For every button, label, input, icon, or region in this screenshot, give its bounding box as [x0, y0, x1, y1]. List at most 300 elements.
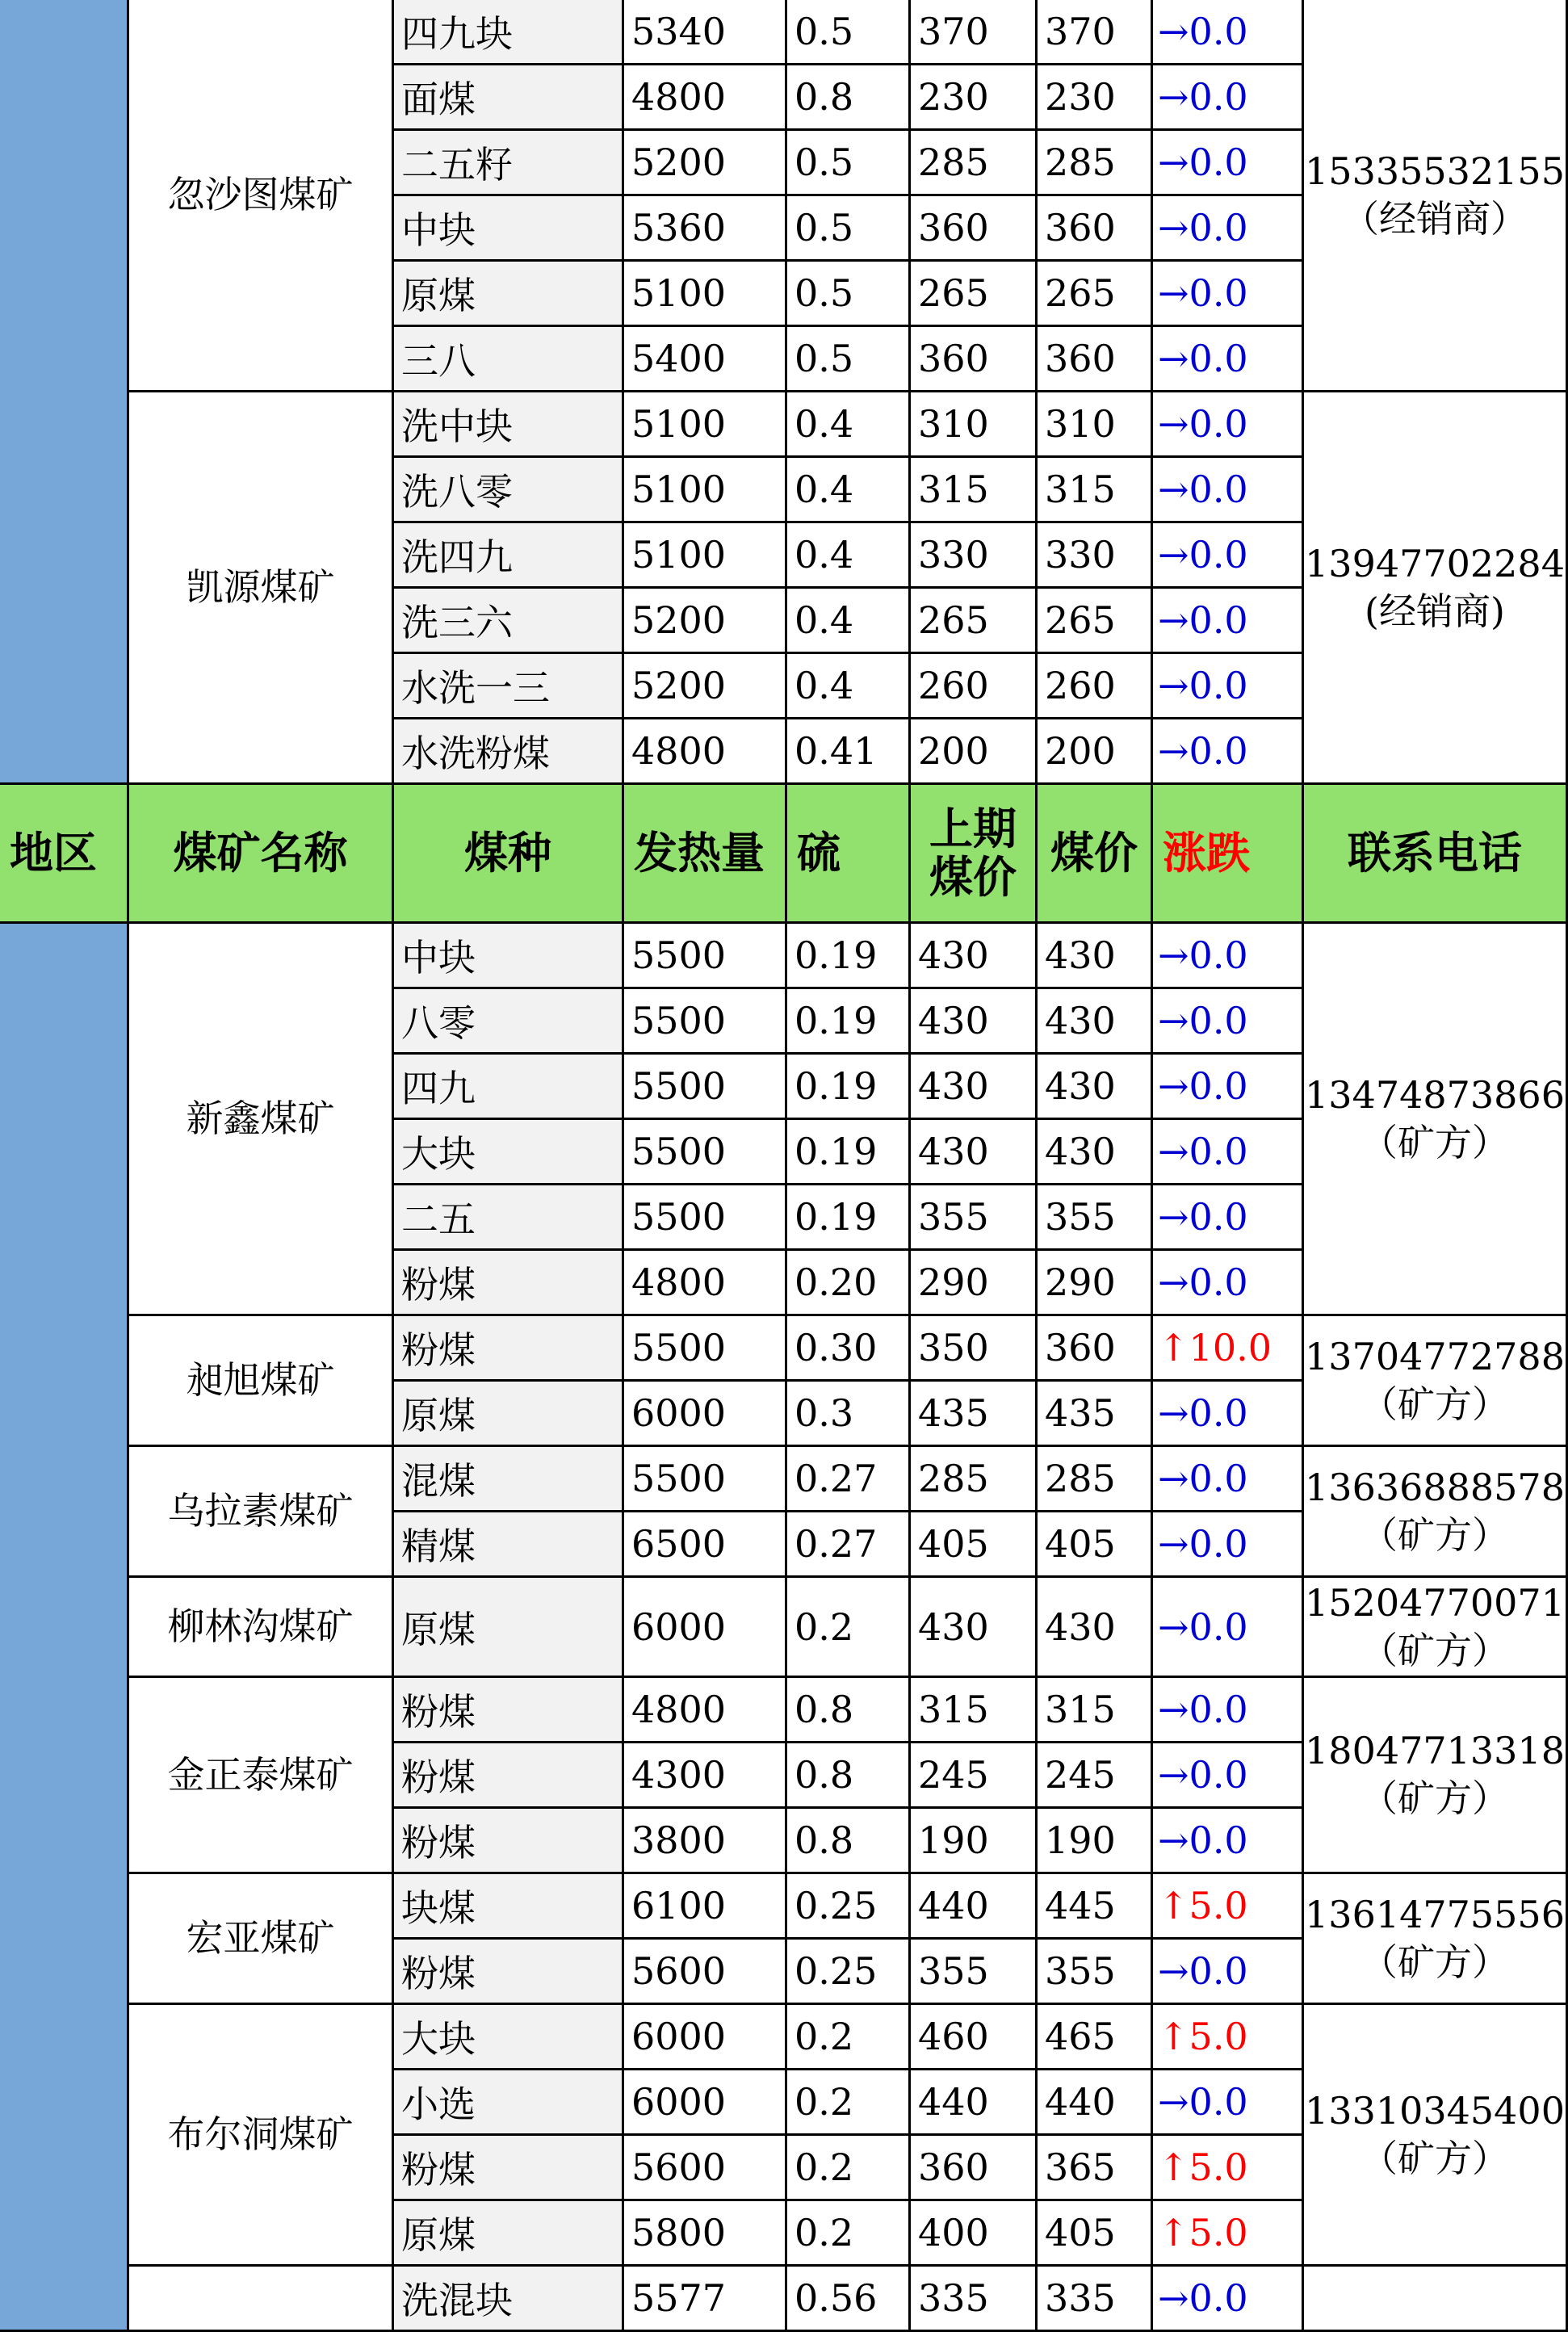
mine-name-cell-text: 柳林沟煤矿 — [167, 1604, 354, 1649]
right-arrow-icon: → — [1158, 1522, 1189, 1566]
phone-cell[interactable] — [1304, 1316, 1568, 1447]
coal-type-cell-text: 原煤 — [401, 274, 476, 317]
right-arrow-icon: → — [1158, 1688, 1189, 1731]
phone-number[interactable]: 13614775556 — [1305, 1892, 1565, 1936]
phone-cell[interactable] — [1304, 0, 1568, 392]
sulfur-cell — [787, 458, 911, 523]
coal-type-cell-text: 大块 — [401, 1132, 476, 1176]
right-arrow-icon: → — [1158, 402, 1189, 446]
coal-type-cell — [394, 1185, 624, 1251]
price-cell-text: 435 — [1045, 1391, 1116, 1435]
price-cell-text: 360 — [1045, 337, 1116, 380]
coal-type-cell — [394, 654, 624, 719]
right-arrow-icon: → — [1158, 1391, 1189, 1435]
price-cell-text: 405 — [1045, 1522, 1116, 1566]
calorific-cell — [624, 2070, 787, 2136]
prev-price-cell-text: 350 — [918, 1326, 989, 1369]
prev-price-cell-text: 355 — [918, 1195, 989, 1239]
change-value: 0.0 — [1189, 1753, 1248, 1797]
header-mine-name — [129, 785, 394, 924]
price-cell — [1038, 196, 1153, 262]
prev-price-cell — [911, 327, 1038, 392]
prev-price-cell-text: 310 — [918, 402, 989, 446]
coal-type-cell — [394, 1120, 624, 1185]
sulfur-cell-text: 0.2 — [794, 2145, 854, 2189]
price-cell — [1038, 1678, 1153, 1743]
right-arrow-icon: → — [1158, 1753, 1189, 1797]
change-cell — [1153, 523, 1304, 589]
price-cell — [1038, 1316, 1153, 1382]
sulfur-cell-text: 0.4 — [794, 533, 854, 577]
sulfur-cell-text: 0.4 — [794, 598, 854, 642]
calorific-cell-text: 4800 — [631, 729, 727, 773]
mine-name-cell-text: 忽沙图煤矿 — [167, 173, 354, 217]
header-phone-text: 联系电话 — [1348, 827, 1522, 879]
coal-type-cell-text: 水洗一三 — [401, 666, 550, 710]
change-cell — [1153, 654, 1304, 719]
sulfur-cell-text: 0.2 — [794, 2211, 854, 2254]
price-cell — [1038, 65, 1153, 131]
price-cell-text: 315 — [1045, 468, 1116, 511]
calorific-cell-text: 5500 — [631, 1064, 727, 1108]
coal-type-cell-text: 大块 — [401, 2017, 476, 2061]
change-cell — [1153, 2267, 1304, 2332]
phone-number[interactable]: 13704772788 — [1305, 1334, 1565, 1378]
change-cell — [1153, 1251, 1304, 1316]
calorific-cell — [624, 989, 787, 1055]
region-cell — [0, 0, 129, 785]
header-change — [1153, 785, 1304, 924]
coal-type-cell — [394, 2267, 624, 2332]
change-cell — [1153, 2070, 1304, 2136]
change-value: 0.0 — [1189, 2080, 1248, 2124]
calorific-cell-text: 5500 — [631, 933, 727, 977]
prev-price-cell — [911, 1120, 1038, 1185]
coal-type-cell-text: 面煤 — [401, 78, 476, 121]
header-sulfur-text: 硫 — [797, 827, 841, 879]
price-cell — [1038, 1447, 1153, 1512]
coal-type-cell-text: 原煤 — [401, 2213, 476, 2257]
mine-name-cell — [129, 2267, 394, 2332]
right-arrow-icon: → — [1158, 206, 1189, 250]
change-value: 0.0 — [1189, 598, 1248, 642]
price-cell-text: 430 — [1045, 1130, 1116, 1173]
change-cell — [1153, 1382, 1304, 1447]
phone-cell[interactable] — [1304, 2005, 1568, 2267]
prev-price-cell-text: 440 — [918, 2080, 989, 2124]
up-arrow-icon: ↑ — [1158, 2015, 1189, 2058]
sulfur-cell-text: 0.4 — [794, 402, 854, 446]
sulfur-cell — [787, 1382, 911, 1447]
right-arrow-icon: → — [1158, 10, 1189, 53]
phone-number[interactable]: 18047713318 — [1305, 1729, 1565, 1773]
price-cell — [1038, 1874, 1153, 1940]
calorific-cell-text: 6000 — [631, 2015, 727, 2058]
calorific-cell — [624, 1055, 787, 1120]
calorific-cell-text: 5200 — [631, 664, 727, 707]
prev-price-cell-text: 190 — [918, 1818, 989, 1862]
prev-price-cell-text: 400 — [918, 2211, 989, 2254]
mine-name-cell-text: 新鑫煤矿 — [186, 1097, 335, 1141]
calorific-cell-text: 5600 — [631, 2145, 727, 2189]
calorific-cell-text: 5100 — [631, 468, 727, 511]
right-arrow-icon: → — [1158, 1195, 1189, 1239]
change-cell — [1153, 458, 1304, 523]
sulfur-cell — [787, 2070, 911, 2136]
mine-name-cell — [129, 1874, 394, 2005]
mine-name-cell — [129, 0, 394, 392]
coal-type-cell — [394, 1743, 624, 1809]
sulfur-cell-text: 0.30 — [794, 1326, 878, 1369]
calorific-cell — [624, 1447, 787, 1512]
mine-name-cell-text: 凯源煤矿 — [186, 565, 335, 610]
calorific-cell-text: 5100 — [631, 402, 727, 446]
prev-price-cell-text: 265 — [918, 271, 989, 315]
prev-price-cell — [911, 1055, 1038, 1120]
prev-price-cell-text: 360 — [918, 337, 989, 380]
coal-type-cell-text: 粉煤 — [401, 1328, 476, 1372]
prev-price-cell — [911, 2070, 1038, 2136]
prev-price-cell — [911, 1578, 1038, 1678]
sulfur-cell — [787, 589, 911, 654]
prev-price-cell-text: 440 — [918, 1884, 989, 1927]
change-cell — [1153, 196, 1304, 262]
calorific-cell — [624, 1874, 787, 1940]
sulfur-cell-text: 0.27 — [794, 1522, 878, 1566]
prev-price-cell-text: 355 — [918, 1949, 989, 1993]
price-cell-text: 265 — [1045, 598, 1116, 642]
price-cell-text: 430 — [1045, 933, 1116, 977]
prev-price-cell-text: 290 — [918, 1260, 989, 1304]
prev-price-cell — [911, 924, 1038, 989]
sulfur-cell-text: 0.8 — [794, 1818, 854, 1862]
header-calorific — [624, 785, 787, 924]
change-cell — [1153, 2005, 1304, 2070]
phone-cell[interactable] — [1304, 2267, 1568, 2332]
price-cell-text: 430 — [1045, 1064, 1116, 1108]
sulfur-cell-text: 0.19 — [794, 1130, 878, 1173]
phone-number[interactable]: 15204770071 — [1305, 1580, 1565, 1625]
change-cell — [1153, 719, 1304, 785]
prev-price-cell — [911, 589, 1038, 654]
calorific-cell-text: 6000 — [631, 1604, 727, 1649]
up-arrow-icon: ↑ — [1158, 2211, 1189, 2254]
change-cell — [1153, 1055, 1304, 1120]
price-cell — [1038, 1120, 1153, 1185]
change-value: 0.0 — [1189, 1457, 1248, 1500]
up-arrow-icon: ↑ — [1158, 2145, 1189, 2189]
coal-type-cell — [394, 1447, 624, 1512]
prev-price-cell — [911, 262, 1038, 327]
sulfur-cell-text: 0.5 — [794, 271, 854, 315]
price-cell-text: 265 — [1045, 271, 1116, 315]
sulfur-cell — [787, 1874, 911, 1940]
change-cell — [1153, 1743, 1304, 1809]
prev-price-cell — [911, 1512, 1038, 1578]
calorific-cell-text: 5340 — [631, 10, 727, 53]
header-region-text: 地区 — [10, 827, 97, 879]
phone-number[interactable]: 15335532155 — [1305, 149, 1565, 193]
change-value: 5.0 — [1189, 2211, 1248, 2254]
coal-type-cell-text: 粉煤 — [401, 1263, 476, 1307]
header-prev-price — [911, 785, 1038, 924]
price-cell-text: 360 — [1045, 1326, 1116, 1369]
change-value: 0.0 — [1189, 664, 1248, 707]
change-value: 0.0 — [1189, 1260, 1248, 1304]
prev-price-cell-text: 315 — [918, 468, 989, 511]
sulfur-cell-text: 0.5 — [794, 10, 854, 53]
change-value: 0.0 — [1189, 1949, 1248, 1993]
change-cell — [1153, 2136, 1304, 2201]
sulfur-cell-text: 0.19 — [794, 933, 878, 977]
price-cell-text: 430 — [1045, 999, 1116, 1042]
calorific-cell — [624, 196, 787, 262]
coal-type-cell — [394, 196, 624, 262]
prev-price-cell-text: 430 — [918, 1064, 989, 1108]
coal-type-cell — [394, 1940, 624, 2005]
calorific-cell — [624, 392, 787, 458]
mine-name-cell-text: 昶旭煤矿 — [186, 1358, 335, 1403]
prev-price-cell — [911, 1382, 1038, 1447]
price-cell-text: 315 — [1045, 1688, 1116, 1731]
sulfur-cell — [787, 1316, 911, 1382]
region-cell — [0, 924, 129, 2332]
price-cell — [1038, 1185, 1153, 1251]
calorific-cell-text: 4300 — [631, 1753, 727, 1797]
sulfur-cell — [787, 1940, 911, 2005]
phone-source-note: （矿方） — [1360, 2136, 1509, 2180]
header-change-text: 涨跌 — [1163, 827, 1250, 879]
change-cell — [1153, 1120, 1304, 1185]
sulfur-cell-text: 0.25 — [794, 1884, 878, 1927]
prev-price-cell-text: 370 — [918, 10, 989, 53]
calorific-cell-text: 5500 — [631, 1130, 727, 1173]
price-cell — [1038, 654, 1153, 719]
change-cell — [1153, 327, 1304, 392]
calorific-cell-text: 5500 — [631, 1326, 727, 1369]
prev-price-cell — [911, 1251, 1038, 1316]
coal-type-cell-text: 四九 — [401, 1067, 476, 1110]
price-cell-text: 355 — [1045, 1195, 1116, 1239]
sulfur-cell — [787, 1120, 911, 1185]
calorific-cell — [624, 2201, 787, 2267]
change-value: 0.0 — [1189, 1391, 1248, 1435]
change-cell — [1153, 589, 1304, 654]
coal-type-cell-text: 粉煤 — [401, 1690, 476, 1734]
calorific-cell — [624, 1678, 787, 1743]
change-value: 0.0 — [1189, 10, 1248, 53]
price-cell — [1038, 2201, 1153, 2267]
coal-type-cell — [394, 2136, 624, 2201]
phone-source-note: (经销商) — [1365, 589, 1505, 633]
sulfur-cell — [787, 1678, 911, 1743]
change-value: 0.0 — [1189, 2276, 1248, 2320]
calorific-cell — [624, 1940, 787, 2005]
coal-type-cell-text: 四九块 — [401, 12, 513, 56]
prev-price-cell-text: 330 — [918, 533, 989, 577]
price-cell-text: 285 — [1045, 1457, 1116, 1500]
phone-cell[interactable] — [1304, 392, 1568, 785]
change-cell — [1153, 1874, 1304, 1940]
price-cell — [1038, 392, 1153, 458]
coal-type-cell-text: 粉煤 — [401, 1952, 476, 1995]
price-cell — [1038, 1251, 1153, 1316]
right-arrow-icon: → — [1158, 664, 1189, 707]
sulfur-cell — [787, 1055, 911, 1120]
phone-source-note: （矿方） — [1360, 1120, 1509, 1164]
price-cell — [1038, 924, 1153, 989]
sulfur-cell — [787, 989, 911, 1055]
change-value: 0.0 — [1189, 933, 1248, 977]
coal-type-cell-text: 二五籽 — [401, 143, 513, 187]
phone-number[interactable]: 13474873866 — [1305, 1072, 1565, 1117]
calorific-cell-text: 3800 — [631, 1818, 727, 1862]
coal-type-cell-text: 洗四九 — [401, 535, 513, 579]
coal-type-cell — [394, 2070, 624, 2136]
price-cell — [1038, 1382, 1153, 1447]
coal-type-cell — [394, 2005, 624, 2070]
change-value: 0.0 — [1189, 1818, 1248, 1862]
prev-price-cell — [911, 131, 1038, 196]
price-cell — [1038, 989, 1153, 1055]
change-cell — [1153, 1940, 1304, 2005]
price-cell — [1038, 327, 1153, 392]
phone-cell[interactable] — [1304, 1578, 1568, 1678]
prev-price-cell — [911, 1743, 1038, 1809]
phone-cell[interactable] — [1304, 1678, 1568, 1874]
right-arrow-icon: → — [1158, 1064, 1189, 1108]
price-cell — [1038, 131, 1153, 196]
change-cell — [1153, 2201, 1304, 2267]
change-value: 5.0 — [1189, 2145, 1248, 2189]
price-cell — [1038, 2267, 1153, 2332]
calorific-cell — [624, 2136, 787, 2201]
right-arrow-icon: → — [1158, 1457, 1189, 1500]
phone-number[interactable]: 13636888578 — [1305, 1465, 1565, 1509]
right-arrow-icon: → — [1158, 933, 1189, 977]
change-value: 0.0 — [1189, 1130, 1248, 1173]
calorific-cell-text: 5500 — [631, 1195, 727, 1239]
calorific-cell — [624, 719, 787, 785]
prev-price-cell — [911, 1447, 1038, 1512]
sulfur-cell — [787, 523, 911, 589]
phone-cell[interactable] — [1304, 1447, 1568, 1578]
price-cell — [1038, 2070, 1153, 2136]
sulfur-cell — [787, 131, 911, 196]
change-value: 0.0 — [1189, 1064, 1248, 1108]
coal-type-cell-text: 原煤 — [401, 1607, 476, 1651]
sulfur-cell — [787, 1743, 911, 1809]
price-cell — [1038, 719, 1153, 785]
prev-price-cell-text: 430 — [918, 933, 989, 977]
right-arrow-icon: → — [1158, 1260, 1189, 1304]
prev-price-cell — [911, 1874, 1038, 1940]
coal-type-cell — [394, 1809, 624, 1874]
price-cell-text: 440 — [1045, 2080, 1116, 2124]
coal-type-cell-text: 块煤 — [401, 1886, 476, 1930]
mine-name-cell — [129, 924, 394, 1316]
prev-price-cell — [911, 1185, 1038, 1251]
price-cell — [1038, 589, 1153, 654]
sulfur-cell-text: 0.2 — [794, 1604, 854, 1649]
header-mine-name-text: 煤矿名称 — [173, 827, 348, 879]
phone-number[interactable]: 13310345400 — [1305, 2088, 1565, 2133]
price-cell — [1038, 458, 1153, 523]
calorific-cell-text: 5600 — [631, 1949, 727, 1993]
change-cell — [1153, 1447, 1304, 1512]
change-cell — [1153, 1316, 1304, 1382]
mine-name-cell — [129, 1678, 394, 1874]
sulfur-cell-text: 0.5 — [794, 141, 854, 184]
right-arrow-icon: → — [1158, 1949, 1189, 1993]
coal-type-cell — [394, 1251, 624, 1316]
coal-type-cell-text: 粉煤 — [401, 1755, 476, 1799]
mine-name-cell-text: 乌拉素煤矿 — [167, 1489, 354, 1533]
up-arrow-icon: ↑ — [1158, 1884, 1189, 1927]
prev-price-cell-text: 335 — [918, 2276, 989, 2320]
coal-type-cell-text: 水洗粉煤 — [401, 732, 550, 775]
phone-number[interactable]: 13947702284 — [1305, 541, 1565, 585]
prev-price-cell-text: 285 — [918, 1457, 989, 1500]
right-arrow-icon: → — [1158, 598, 1189, 642]
calorific-cell — [624, 589, 787, 654]
change-cell — [1153, 989, 1304, 1055]
phone-cell[interactable] — [1304, 924, 1568, 1316]
sulfur-cell-text: 0.19 — [794, 999, 878, 1042]
price-cell — [1038, 1512, 1153, 1578]
prev-price-cell — [911, 0, 1038, 65]
sulfur-cell-text: 0.19 — [794, 1064, 878, 1108]
change-value: 0.0 — [1189, 729, 1248, 773]
prev-price-cell-text: 405 — [918, 1522, 989, 1566]
price-cell — [1038, 262, 1153, 327]
calorific-cell-text: 4800 — [631, 75, 727, 119]
price-cell-text: 190 — [1045, 1818, 1116, 1862]
change-value: 0.0 — [1189, 999, 1248, 1042]
price-cell-text: 355 — [1045, 1949, 1116, 1993]
coal-type-cell — [394, 1382, 624, 1447]
prev-price-cell — [911, 2201, 1038, 2267]
coal-type-cell-text: 洗三六 — [401, 601, 513, 644]
sulfur-cell — [787, 1185, 911, 1251]
phone-cell[interactable] — [1304, 1874, 1568, 2005]
prev-price-cell-text: 360 — [918, 2145, 989, 2189]
phone-source-note: （经销商） — [1342, 196, 1528, 241]
right-arrow-icon: → — [1158, 533, 1189, 577]
sulfur-cell-text: 0.2 — [794, 2015, 854, 2058]
prev-price-cell-text: 435 — [918, 1391, 989, 1435]
coal-type-cell-text: 中块 — [401, 208, 476, 252]
price-cell-text: 445 — [1045, 1884, 1116, 1927]
change-value: 0.0 — [1189, 1195, 1248, 1239]
prev-price-cell — [911, 1678, 1038, 1743]
calorific-cell — [624, 327, 787, 392]
sulfur-cell — [787, 2136, 911, 2201]
sulfur-cell — [787, 2005, 911, 2070]
calorific-cell — [624, 1185, 787, 1251]
price-cell-text: 230 — [1045, 75, 1116, 119]
coal-type-cell — [394, 458, 624, 523]
price-cell-text: 405 — [1045, 2211, 1116, 2254]
coal-type-cell — [394, 1512, 624, 1578]
calorific-cell — [624, 1382, 787, 1447]
calorific-cell — [624, 262, 787, 327]
prev-price-cell-text: 230 — [918, 75, 989, 119]
coal-type-cell-text: 混煤 — [401, 1459, 476, 1503]
prev-price-cell — [911, 65, 1038, 131]
sulfur-cell — [787, 196, 911, 262]
price-cell — [1038, 523, 1153, 589]
